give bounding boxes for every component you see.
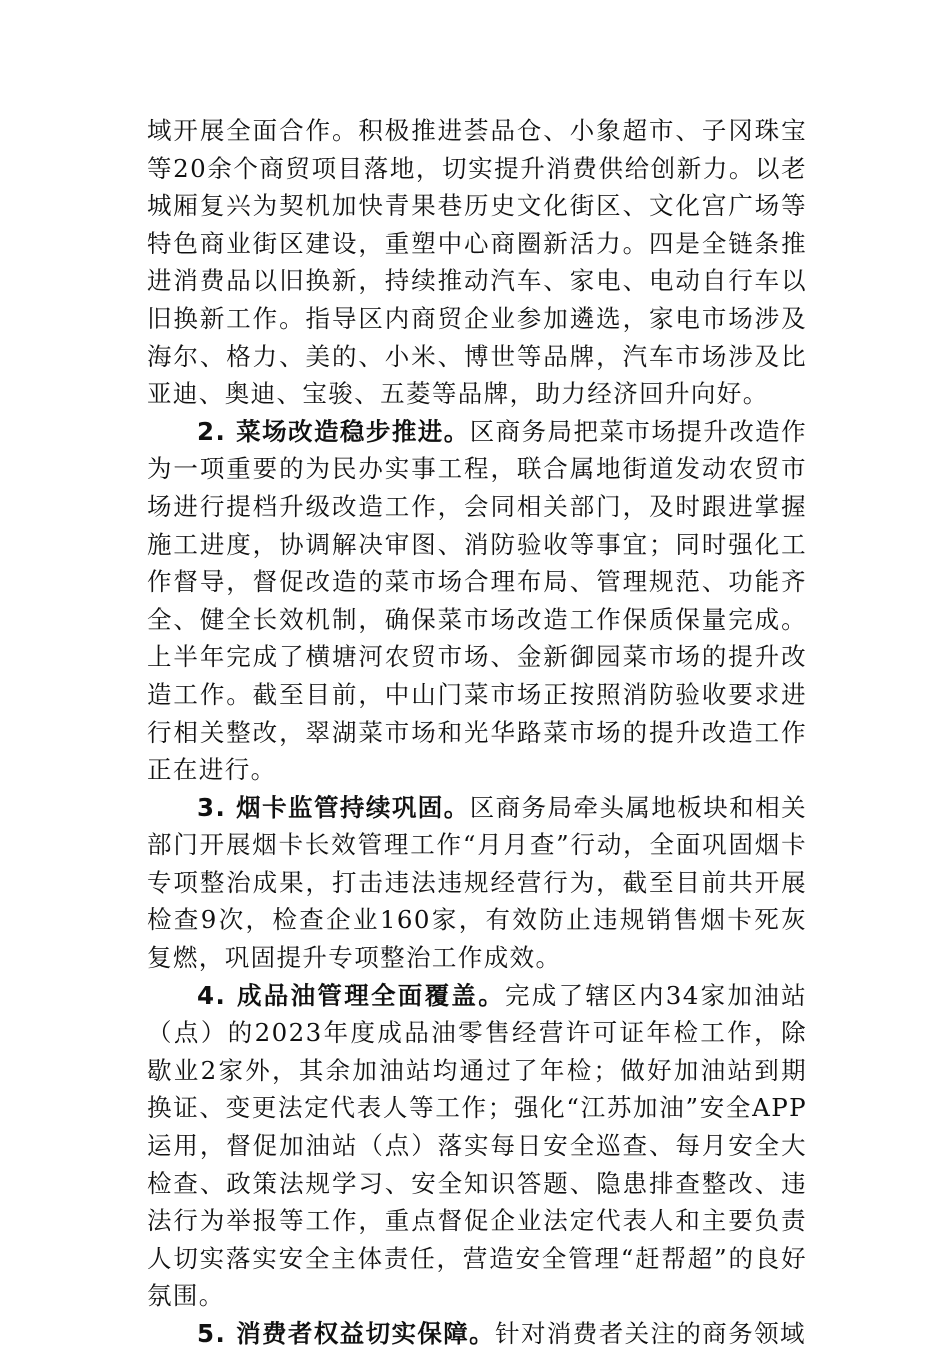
paragraph-body: 域开展全面合作。积极推进荟品仓、小象超市、子冈珠宝等20余个商贸项目落地，切实提升消费供给创新力。以老城厢复兴为契机加快青果巷历史文化街区、文化宫广场等特色商业街区建设，重塑中心商圈新活力。四是全链条推进消费品以旧换新，持续推动汽车、家电、电动自行车以旧换新工作。指导区内商贸企业参加遴选，家电市场涉及海尔、格力、美的、小米、博世等品牌，汽车市场涉及比亚迪、奥迪、宝骏、五菱等品牌，助力经济回升向好。 [147, 116, 807, 409]
paragraph-body: 区商务局把菜市场提升改造作为一项重要的为民办实事工程，联合属地街道发动农贸市场进行提档升级改造工作，会同相关部门，及时跟进掌握施工进度，协调解决审图、消防验收等事宜；同时强化工作督导，督促改造的菜市场合理布局、管理规范、功能齐全、健全长效机制，确保菜市场改造工作保质保量完成。上半年完成了横塘河农贸市场、金新御园菜市场的提升改造工作。截至目前，中山门菜市场正按照消防验收要求进行相关整改，翠湖菜市场和光华路菜市场的提升改造工作正在进行。 [147, 416, 807, 785]
section-heading: 4. 成品油管理全面覆盖。 [197, 980, 505, 1010]
paragraph-refined-oil [147, 977, 807, 1315]
paragraph-tobacco-card [147, 789, 807, 977]
paragraph-body: 针对消费者关注的商务领域 [495, 1319, 806, 1348]
paragraph-continuation [147, 112, 807, 413]
section-heading: 5. 消费者权益切实保障。 [197, 1319, 496, 1348]
paragraph-body: 完成了辖区内34家加油站（点）的2023年度成品油零售经营许可证年检工作，除歇业2家外，其余加油站均通过了年检；做好加油站到期换证、变更法定代表人等工作；强化“江苏加油”安全APP运用，督促加油站（点）落实每日安全巡查、每月安全大检查、政策法规学习、安全知识答题、隐患排查整改、违法行为举报等工作，重点督促企业法定代表人和主要负责人切实落实安全主体责任，营造安全管理“赶帮超”的良好氛围。 [147, 980, 807, 1311]
document-page [147, 112, 807, 1353]
paragraph-consumer-rights [147, 1315, 807, 1353]
paragraph-market-renovation [147, 413, 807, 789]
paragraph-body: 区商务局牵头属地板块和相关部门开展烟卡长效管理工作“月月查”行动，全面巩固烟卡专项整治成果，打击违法违规经营行为，截至目前共开展检查9次，检查企业160家，有效防止违规销售烟卡死灰复燃，巩固提升专项整治工作成效。 [147, 792, 807, 973]
section-heading: 2. 菜场改造稳步推进。 [197, 416, 470, 446]
section-heading: 3. 烟卡监管持续巩固。 [197, 792, 470, 822]
